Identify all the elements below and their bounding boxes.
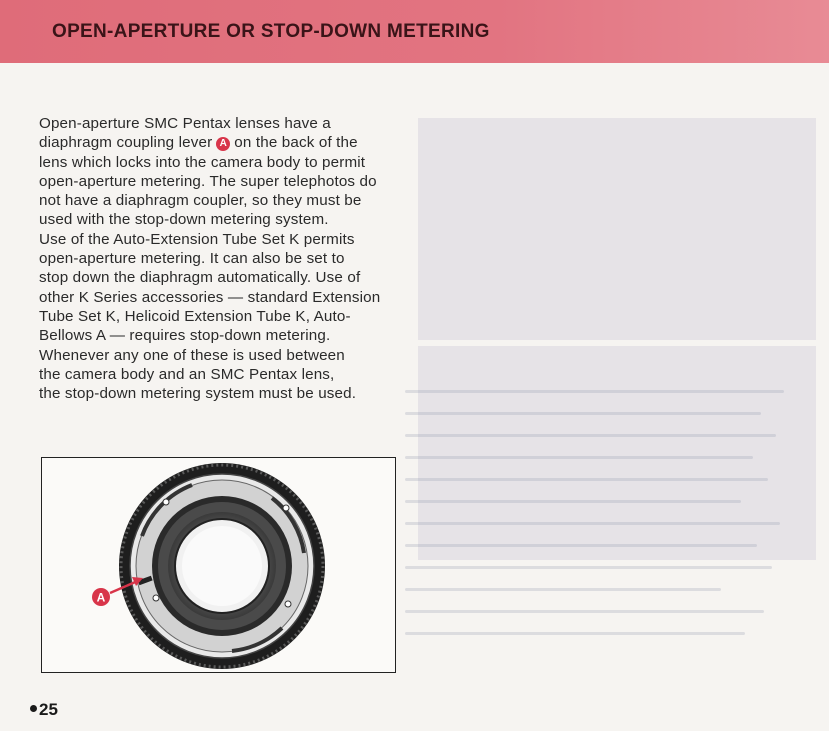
- lever-a-marker-icon: A: [216, 137, 230, 151]
- body-text: [39, 114, 399, 403]
- bullet-dot-icon: [30, 705, 37, 712]
- lens-rear-illustration: [42, 458, 394, 671]
- page-number: [30, 700, 58, 720]
- body-line: Use of the Auto-Extension Tube Set K permits: [39, 230, 355, 248]
- mount-screw: [283, 505, 289, 511]
- body-line: Open-aperture SMC Pentax lenses have a: [39, 115, 331, 132]
- bleed-through-text: [405, 390, 800, 680]
- page-number-text: 25: [39, 700, 58, 719]
- body-line: open-aperture metering. It can also be set to: [39, 250, 345, 268]
- body-line-part: diaphragm coupling lever: [39, 134, 213, 152]
- body-line: Tube Set K, Helicoid Extension Tube K, Auto-: [39, 307, 351, 325]
- body-line: not have a diaphragm coupler, so they must be: [39, 192, 362, 210]
- page-title: OPEN-APERTURE OR STOP-DOWN METERING: [52, 21, 490, 42]
- body-line: Whenever any one of these is used between: [39, 346, 345, 364]
- body-line: open-aperture metering. The super telephotos do: [39, 172, 377, 190]
- body-line: Bellows A — requires stop-down metering.: [39, 327, 331, 345]
- body-line-part: on the back of the: [234, 134, 358, 152]
- body-line: other K Series accessories — standard Extension: [39, 288, 381, 306]
- body-line: lens which locks into the camera body to permit: [39, 153, 366, 171]
- body-line: stop down the diaphragm automatically. Use of: [39, 269, 361, 287]
- callout-a-label: A: [96, 590, 106, 605]
- header-banner: [0, 0, 829, 63]
- lens-mount-figure: [41, 457, 396, 673]
- body-line: the stop-down metering system must be used.: [39, 385, 357, 403]
- mount-screw: [153, 595, 159, 601]
- body-line: the camera body and an SMC Pentax lens,: [39, 365, 335, 383]
- mount-screw: [163, 499, 169, 505]
- body-line: used with the stop-down metering system.: [39, 211, 329, 229]
- bleed-through-photo-top: [418, 118, 816, 340]
- mount-screw: [285, 601, 291, 607]
- body-line: [39, 133, 399, 152]
